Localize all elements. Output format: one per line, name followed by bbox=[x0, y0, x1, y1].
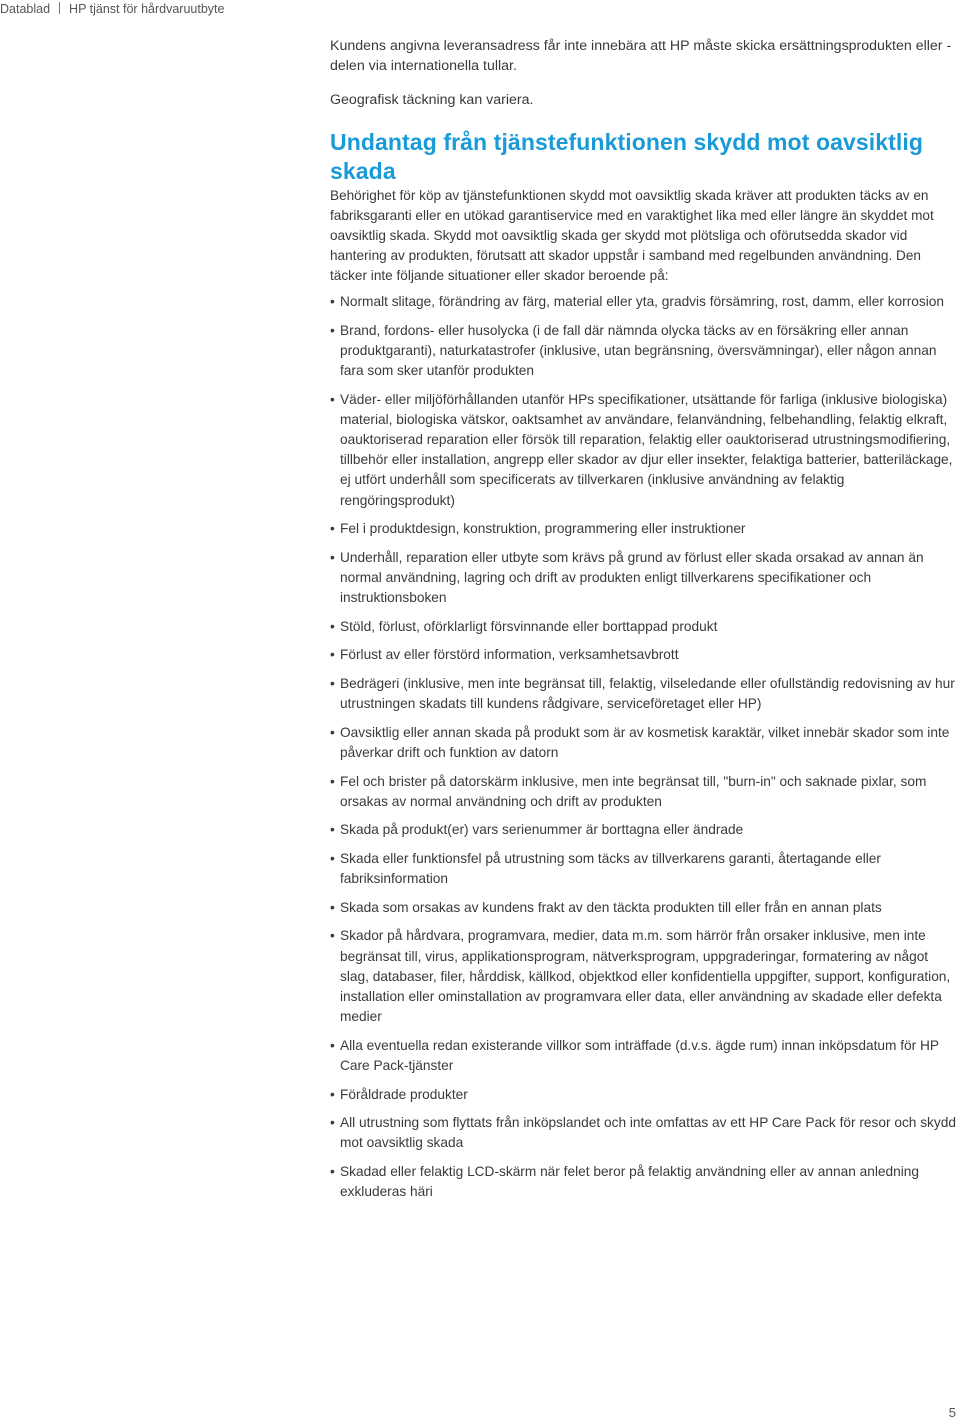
list-item-text: Underhåll, reparation eller utbyte som krävs på grund av förlust eller skada orsakad av annan än normal användning, lagring och drift av produkten enligt tillverkarens specifikationer och instruktionsboken bbox=[340, 549, 924, 606]
list-item bbox=[330, 1036, 958, 1076]
list-item-text: All utrustning som flyttats från inköpslandet och inte omfattas av ett HP Care Pack för resor och skydd mot oavsiktlig skada bbox=[340, 1115, 956, 1151]
list-item bbox=[330, 617, 958, 637]
list-item bbox=[330, 1162, 958, 1202]
list-item bbox=[330, 390, 958, 511]
running-header bbox=[0, 2, 224, 16]
list-item-text: Skador på hårdvara, programvara, medier, data m.m. som härrör från orsaker inklusive, men inte begränsat till, virus, applikationsprogram, nätverksprogram, uppgraderingar, formatering av något slag, databaser, filer, hårddisk, källkod, objektkod eller konfidentiella uppgifter, support, konfiguration, installation eller ominstallation av programvara eller data, eller användning av skadade eller defekta medier bbox=[340, 928, 951, 1025]
list-item-text: Normalt slitage, förändring av färg, material eller yta, gradvis försämring, rost, damm, eller korrosion bbox=[340, 294, 944, 309]
bullet-icon: • bbox=[330, 1037, 335, 1053]
bullet-icon: • bbox=[330, 391, 335, 407]
list-item-text: Förlust av eller förstörd information, verksamhetsavbrott bbox=[340, 647, 679, 663]
bullet-icon: • bbox=[330, 773, 335, 789]
list-item-text: Fel och brister på datorskärm inklusive, men inte begränsat till, "burn-in" och saknade pixlar, som orsakas av normal användning och drift av produkten bbox=[340, 773, 927, 809]
section-lead-paragraph: Behörighet för köp av tjänstefunktionen skydd mot oavsiktlig skada kräver att produkten täcks av en fabriksgaranti eller en utökad garantiservice med en varaktighet lika med eller längre än skyddet mot oavsiktlig skada. Skydd mot oavsiktlig skada ger skydd mot plötsliga och oförutsedda skador vid hantering av produkten, förutsatt att skador uppstår i samband med regelbunden användning. Den täcker inte följande situationer eller skador beroende på: bbox=[330, 188, 934, 283]
list-item-text: Bedrägeri (inklusive, men inte begränsat till, felaktig, vilseledande eller ofullständig redovisning av hur utrustningen skadats till kundens rådgivare, serviceföretaget eller HP) bbox=[340, 675, 955, 712]
list-item bbox=[330, 674, 958, 714]
bullet-icon: • bbox=[330, 294, 335, 309]
bullet-icon: • bbox=[330, 647, 335, 663]
bullet-icon: • bbox=[330, 1163, 335, 1179]
list-item bbox=[330, 820, 958, 840]
list-item-text: Skada på produkt(er) vars serienummer är borttagna eller ändrade bbox=[340, 822, 744, 838]
intro-paragraph-coverage: Geografisk täckning kan variera. bbox=[330, 92, 534, 108]
bullet-icon: • bbox=[330, 724, 335, 740]
list-item-text: Väder- eller miljöförhållanden utanför HPs specifikationer, utsättande för farliga (inklusive biologiska) material, biologiska vätskor, oaktsamhet av användare, felanvändning, felbehandling, felaktig elkraft, oauktoriserad reparation eller försök till reparation, felaktig eller oauktoriserad utrustningsmodifiering, tillbehör eller installation, angrepp eller skador av djur eller insekter, felaktiga batterier, batteriläckage, ej utfört underhåll som specificerats av tillverkaren (inklusive användning av felaktig rengöringsprodukt) bbox=[340, 391, 953, 508]
list-item-text: Stöld, förlust, oförklarligt försvinnande eller borttappad produkt bbox=[340, 618, 718, 634]
bullet-icon: • bbox=[330, 899, 335, 915]
list-item bbox=[330, 772, 958, 812]
list-item bbox=[330, 645, 958, 665]
list-item bbox=[330, 1113, 958, 1153]
list-item-text: Skada eller funktionsfel på utrustning som täcks av tillverkarens garanti, återtagande eller fabriksinformation bbox=[340, 850, 881, 887]
list-item bbox=[330, 1085, 958, 1105]
section-heading: Undantag från tjänstefunktionen skydd mot oavsiktlig skada bbox=[330, 129, 924, 184]
list-item-text: Föråldrade produkter bbox=[340, 1086, 468, 1102]
bullet-icon: • bbox=[330, 521, 335, 537]
list-item bbox=[330, 548, 958, 609]
list-item bbox=[330, 519, 958, 539]
bullet-icon: • bbox=[330, 928, 335, 944]
main-content bbox=[330, 36, 958, 1211]
list-item bbox=[330, 898, 958, 918]
bullet-icon: • bbox=[330, 549, 335, 565]
bullet-icon: • bbox=[330, 675, 335, 691]
bullet-icon: • bbox=[330, 1086, 335, 1102]
list-item bbox=[330, 849, 958, 889]
list-item bbox=[330, 321, 958, 382]
header-doc-type: Datablad bbox=[0, 2, 51, 16]
list-item-text: Oavsiktlig eller annan skada på produkt som är av kosmetisk karaktär, vilket innebär skador som inte påverkar drift och funktion av datorn bbox=[340, 724, 950, 760]
list-item bbox=[330, 292, 958, 312]
list-item-text: Fel i produktdesign, konstruktion, programmering eller instruktioner bbox=[340, 521, 746, 537]
bullet-icon: • bbox=[330, 618, 335, 634]
bullet-icon: • bbox=[330, 850, 335, 866]
bullet-icon: • bbox=[330, 1115, 335, 1131]
bullet-icon: • bbox=[330, 322, 335, 338]
bullet-icon: • bbox=[330, 822, 335, 838]
header-divider bbox=[59, 2, 60, 14]
page-number: 5 bbox=[948, 1405, 956, 1420]
list-item-text: Alla eventuella redan existerande villkor som inträffade (d.v.s. ägde rum) innan inköpsdatum för HP Care Pack-tjänster bbox=[340, 1037, 939, 1073]
list-item-text: Brand, fordons- eller husolycka (i de fall där nämnda olycka täcks av en försäkring eller annan produktgaranti), naturkatastrofer (inklusive, utan begränsning, översvämningar), eller någon annan fara som sker utanför produkten bbox=[340, 322, 937, 378]
exclusion-list bbox=[330, 292, 958, 1202]
header-title: HP tjänst för hårdvaruutbyte bbox=[69, 2, 225, 16]
intro-paragraph-customs: Kundens angivna leveransadress får inte innebära att HP måste skicka ersättningsprodukten eller -delen via internationella tullar. bbox=[330, 38, 952, 74]
list-item-text: Skadad eller felaktig LCD-skärm när felet beror på felaktig användning eller av annan anledning exkluderas häri bbox=[340, 1163, 920, 1200]
list-item bbox=[330, 723, 958, 763]
list-item bbox=[330, 926, 958, 1027]
list-item-text: Skada som orsakas av kundens frakt av den täckta produkten till eller från en annan plats bbox=[340, 899, 882, 915]
